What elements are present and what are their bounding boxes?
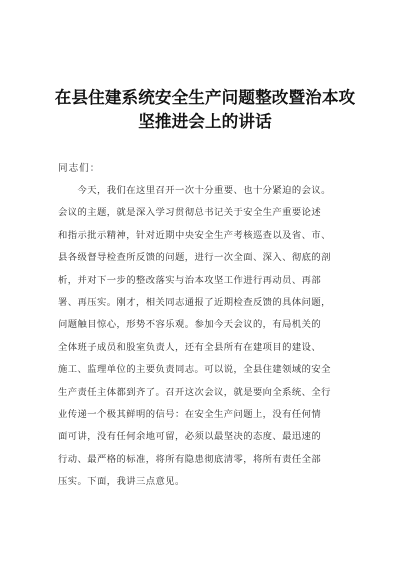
body-line: 行动、最严格的标准，将所有隐患彻底清零，将所有责任全部	[58, 453, 322, 465]
body-line: 生产责任主体都到齐了。召开这次会议，就是要向全系统、全行	[58, 386, 331, 398]
title-line: 坚推进会上的讲话	[138, 112, 272, 131]
body-line: 问题触目惊心，形势不容乐观。参加今天会议的，有局机关的	[58, 319, 322, 331]
body-line: 析，并对下一步的整改落实与治本攻坚工作进行再动员、再部	[58, 274, 322, 286]
body-line: 县各级督导检查所反馈的问题，进行一次全面、深入、彻底的剖	[58, 252, 331, 264]
title-line: 在县住建系统安全生产问题整改暨治本攻	[54, 88, 356, 107]
body-line: 面可讲，没有任何余地可留，必须以最坚决的态度、最迅速的	[58, 431, 322, 443]
body-line: 全体班子成员和股室负责人，还有全县所有在建项目的建设、	[58, 341, 322, 353]
body-line: 压实。下面，我讲三点意见。	[58, 476, 185, 488]
body-line: 今天，我们在这里召开一次十分重要、也十分紧迫的会议。	[58, 185, 331, 196]
body-line: 署、再压实。刚才，相关同志通报了近期检查反馈的具体问题，	[58, 296, 331, 308]
body-line: 施工、监理单位的主要负责同志。可以说，全县住建领域的安全	[58, 364, 331, 376]
document-title	[40, 86, 370, 134]
body-line: 业传递一个极其鲜明的信号：在安全生产问题上，没有任何情	[58, 408, 322, 420]
body-line: 会议的主题，就是深入学习贯彻总书记关于安全生产重要论述	[58, 207, 322, 219]
salutation: 同志们：	[58, 163, 101, 174]
body-paragraph	[58, 184, 368, 497]
body-line: 和指示批示精神，针对近期中央安全生产考核巡查以及省、市、	[58, 229, 331, 241]
